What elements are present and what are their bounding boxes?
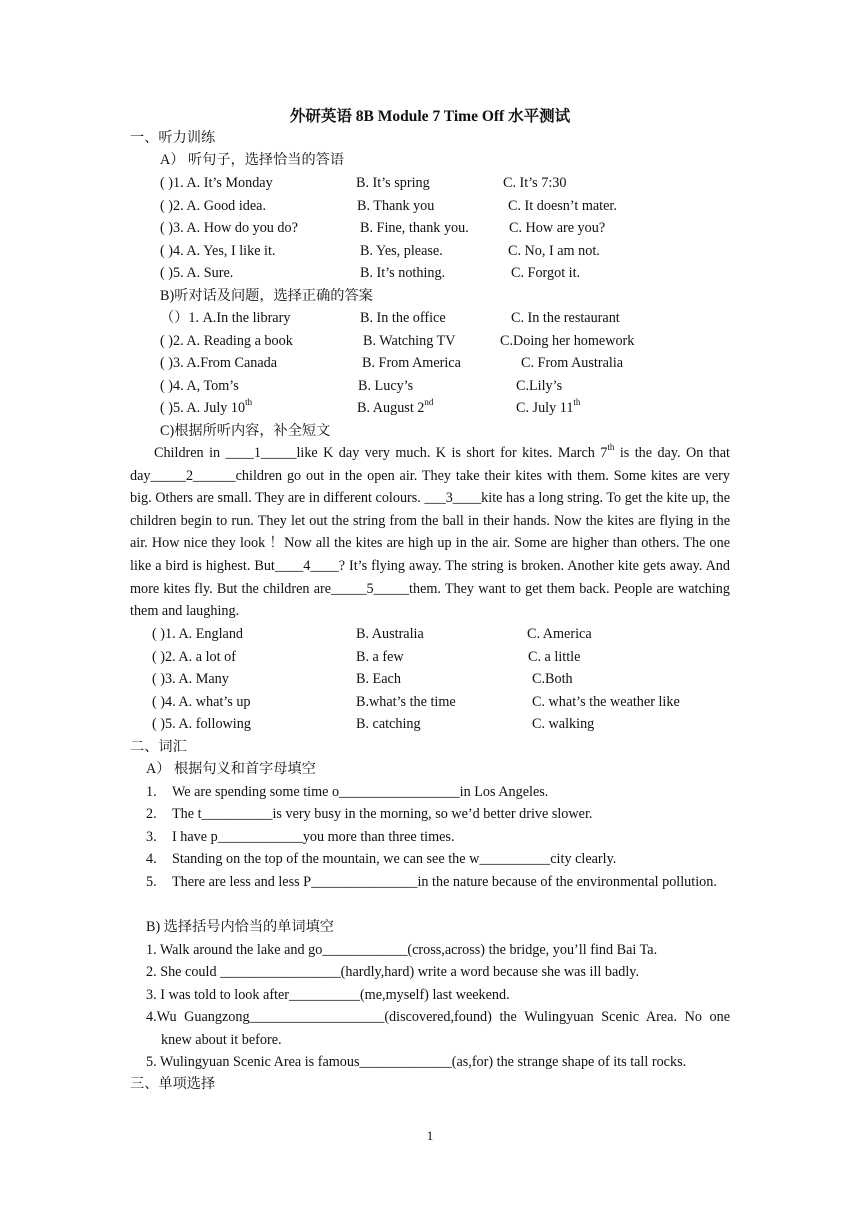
ordinal-suffix: nd <box>424 397 434 408</box>
option-c: C.Doing her homework <box>500 333 635 349</box>
option-b: B. It’s spring <box>356 175 430 191</box>
option-a: ( )2. A. a lot of <box>152 649 236 665</box>
option-a: ( )3. A. How do you do? <box>160 220 298 236</box>
section-heading-listening: 一、听力训练 <box>130 130 216 146</box>
part-a-heading: A） 听句子，选择恰当的答语 <box>160 152 345 168</box>
option-c: C. How are you? <box>509 220 606 236</box>
list-item: 3. I was told to look after__________(me,myself) last weekend. <box>146 987 510 1003</box>
option-c: C. From Australia <box>521 355 624 371</box>
option-c: C. In the restaurant <box>511 310 620 326</box>
option-a: ( )5. A. Sure. <box>160 265 234 281</box>
list-item-number: 1. <box>146 784 157 800</box>
page-title: 外研英语 8B Module 7 Time Off 水平测试 <box>289 108 571 125</box>
option-b: B. From America <box>362 355 461 371</box>
vocab-part-b-heading: B) 选择括号内恰当的单词填空 <box>146 919 334 935</box>
option-c: C. a little <box>528 649 581 665</box>
option-c: C.Lily’s <box>516 378 563 394</box>
option-text: C. July 11 <box>516 400 574 416</box>
option-b: B. a few <box>356 649 404 665</box>
section-heading-multiple-choice: 三、单项选择 <box>130 1076 216 1092</box>
list-item: The t__________is very busy in the morning, so we’d better drive slower. <box>172 806 593 822</box>
option-a: ( )2. A. Good idea. <box>160 198 266 214</box>
part-b-heading: B)听对话及问题，选择正确的答案 <box>160 288 373 304</box>
passage-text: is the day. On that day_____2______children go out in the open air. They take their kites with them. Some kites are very big. Others are small. They are in different colours. ___3____kite has a long string. To get the kite up, the children begin to run. They let out the string from the ball in their hands. Now the kites are flying in the air. How nice they look ！Now all the kites are high up in the air. Some are higher than others. The one like a bird is highest. But____4____? It’s flying away. The string is broken. Another kite gets away. And more kites fly. But the children are_____5_____them. They want to get them back. People are watching them and laughing. <box>130 445 730 620</box>
option-b: B. catching <box>356 716 421 732</box>
option-b: B.what’s the time <box>356 694 456 710</box>
option-a: ( )5. A. following <box>152 716 251 732</box>
list-item-number: 3. <box>146 829 157 845</box>
option-b: B. Australia <box>356 626 424 642</box>
option-b: B. Each <box>356 671 401 687</box>
option-b: B. Watching TV <box>363 333 456 349</box>
list-item-number: 4. <box>146 851 157 867</box>
option-c: C. what’s the weather like <box>532 694 680 710</box>
option-b: B. Lucy’s <box>358 378 414 394</box>
option-b <box>357 397 433 419</box>
option-a: ( )4. A, Tom’s <box>160 378 239 394</box>
option-b: B. Thank you <box>357 198 435 214</box>
list-item: Standing on the top of the mountain, we can see the w__________city clearly. <box>172 851 617 867</box>
option-b: B. It’s nothing. <box>360 265 446 281</box>
vocab-part-a-heading: A） 根据句义和首字母填空 <box>146 761 316 777</box>
list-item: 5. Wulingyuan Scenic Area is famous_____________(as,for) the strange shape of its tall rocks. <box>146 1054 687 1070</box>
option-a: ( )1. A. England <box>152 626 244 642</box>
option-text: ( )5. A. July 10 <box>160 400 246 416</box>
page-number: 1 <box>426 1128 434 1143</box>
option-b: B. In the office <box>360 310 446 326</box>
option-a: ( )4. A. Yes, I like it. <box>160 243 276 259</box>
list-item: We are spending some time o_________________in Los Angeles. <box>172 784 549 800</box>
option-c: C. Forgot it. <box>511 265 581 281</box>
ordinal-suffix: th <box>245 397 253 408</box>
list-item: 4.Wu Guangzong___________________(discovered,found) the Wulingyuan Scenic Area. No one knew about it before. <box>146 1009 730 1048</box>
option-text: B. August 2 <box>357 400 425 416</box>
ordinal-suffix: th <box>573 397 581 408</box>
option-a: ( )3. A.From Canada <box>160 355 278 371</box>
part-c-heading: C)根据所听内容，补全短文 <box>160 423 331 439</box>
list-item: 2. She could _________________(hardly,hard) write a word because she was ill badly. <box>146 964 640 980</box>
option-c: C.Both <box>532 671 573 687</box>
ordinal-suffix: th <box>607 442 615 453</box>
option-b: B. Fine, thank you. <box>360 220 469 236</box>
option-c: C. It’s 7:30 <box>503 175 567 191</box>
option-a: （）1. A.In the library <box>160 310 291 326</box>
list-item: I have p____________you more than three times. <box>172 829 455 845</box>
list-item: 1. Walk around the lake and go____________(cross,across) the bridge, you’ll find Bai Ta. <box>146 942 658 958</box>
option-b: B. Yes, please. <box>360 243 443 259</box>
option-a: ( )2. A. Reading a book <box>160 333 293 349</box>
option-a: ( )4. A. what’s up <box>152 694 251 710</box>
section-heading-vocabulary: 二、词汇 <box>130 739 187 755</box>
cloze-passage <box>130 442 730 623</box>
list-item: There are less and less P_______________in the nature because of the environmental pollution. <box>172 874 717 890</box>
option-a <box>160 397 252 419</box>
option-c: C. No, I am not. <box>508 243 600 259</box>
option-a: ( )1. A. It’s Monday <box>160 175 273 191</box>
option-c: C. America <box>527 626 592 642</box>
list-item-number: 2. <box>146 806 157 822</box>
option-c: C. It doesn’t mater. <box>508 198 617 214</box>
option-a: ( )3. A. Many <box>152 671 229 687</box>
list-item-number: 5. <box>146 874 157 890</box>
passage-text: Children in ____1_____like K day very much. K is short for kites. March 7 <box>154 445 608 461</box>
option-c: C. walking <box>532 716 595 732</box>
option-c <box>516 397 580 419</box>
